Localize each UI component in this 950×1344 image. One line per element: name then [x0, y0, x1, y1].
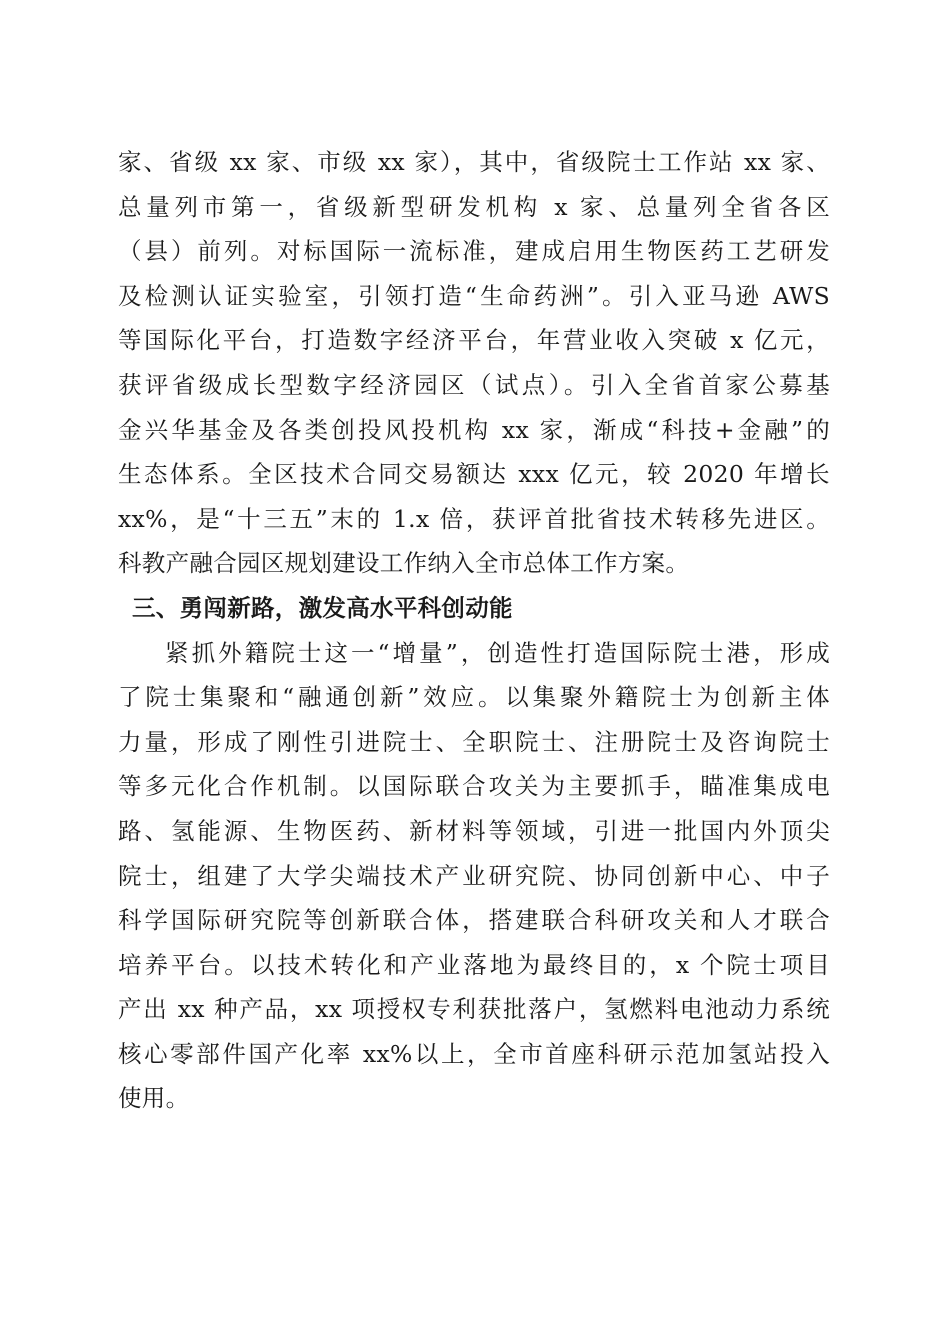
body-text-line: （县）前列。对标国际一流标准，建成启用生物医药工艺研发 — [118, 237, 830, 266]
body-text-line: 等国际化平台，打造数字经济平台，年营业收入突破 x 亿元， — [118, 326, 830, 355]
body-text-line: 院士，组建了大学尖端技术产业研究院、协同创新中心、中子 — [118, 861, 830, 890]
body-text-line: 了院士集聚和“融通创新”效应。以集聚外籍院士为创新主体 — [118, 683, 830, 712]
body-text-line: 力量，形成了刚性引进院士、全职院士、注册院士及咨询院士 — [118, 727, 830, 756]
body-text-line: 等多元化合作机制。以国际联合攻关为主要抓手，瞄准集成电 — [118, 772, 830, 801]
body-text-line: 及检测认证实验室，引领打造“生命药洲”。引入亚马逊 AWS — [118, 281, 830, 310]
body-text-line: 产出 xx 种产品，xx 项授权专利获批落户，氢燃料电池动力系统 — [118, 995, 830, 1024]
body-text-line: 家、省级 xx 家、市级 xx 家），其中，省级院士工作站 xx 家、 — [118, 148, 830, 176]
body-text-line: 金兴华基金及各类创投风投机构 xx 家，渐成“科技+金融”的 — [118, 415, 830, 444]
body-text-line: 科学国际研究院等创新联合体，搭建联合科研攻关和人才联合 — [118, 906, 830, 935]
section-heading: 三、勇闯新路，激发高水平科创动能 — [132, 593, 513, 622]
body-text-line: 使用。 — [118, 1084, 190, 1113]
body-text-line: 紧抓外籍院士这一“增量”，创造性打造国际院士港，形成 — [165, 638, 830, 667]
body-text-line: 总量列市第一，省级新型研发机构 x 家、总量列全省各区 — [118, 192, 830, 221]
body-text-line: 培养平台。以技术转化和产业落地为最终目的，x 个院士项目 — [118, 950, 830, 979]
document-body — [118, 140, 830, 1121]
body-text-line: 获评省级成长型数字经济园区（试点）。引入全省首家公募基 — [118, 370, 830, 399]
body-text-line: 生态体系。全区技术合同交易额达 xxx 亿元，较 2020 年增长 — [118, 460, 830, 489]
body-text-line: 科教产融合园区规划建设工作纳入全市总体工作方案。 — [118, 549, 690, 578]
body-text-line: 核心零部件国产化率 xx%以上，全市首座科研示范加氢站投入 — [118, 1039, 830, 1068]
body-text-line: 路、氢能源、生物医药、新材料等领域，引进一批国内外顶尖 — [118, 816, 830, 845]
body-text-line: xx%，是“十三五”末的 1.x 倍，获评首批省技术转移先进区。 — [118, 504, 830, 533]
